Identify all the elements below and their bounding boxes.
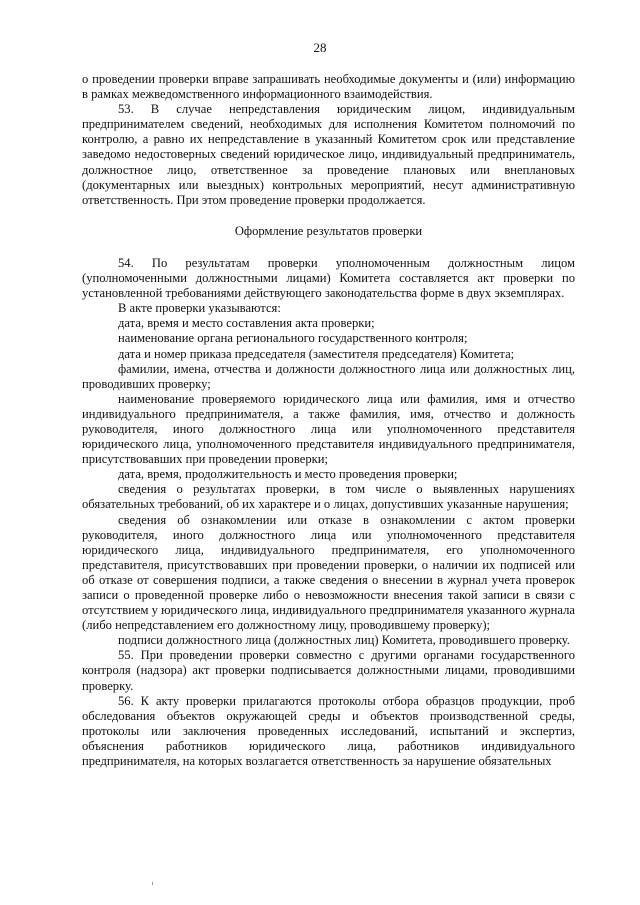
paragraphs-top — [82, 72, 575, 208]
paragraph: 56. К акту проверки прилагаются протоколы отбора образцов продукции, проб обследования объектов окружающей среды и объектов производственной среды, протоколы или заключения проведенных исследований, испытаний и экспертиз, объяснения работников юридического лица, работников индивидуального предпринимателя, на которых возлагается ответственность за нарушение обязательных — [82, 693, 575, 769]
scan-mark — [152, 882, 153, 885]
document-body — [82, 72, 575, 769]
paragraphs-bottom — [82, 256, 575, 769]
paragraph: фамилии, имена, отчества и должности должностного лица или должностных лиц, проводивших проверку; — [82, 361, 575, 391]
paragraph: сведения об ознакомлении или отказе в ознакомлении с актом проверки руководителя, иного должностного лица или уполномоченного представителя юридического лица, индивидуального предпринимателя, его уполномоченного представителя, присутствовавших при проведении проверки, о наличии их подписей или об отказе от совершения подписи, а также сведения о внесении в журнал учета проверок записи о проведенной проверке либо о невозможности внесения такой записи в связи с отсутствием у юридического лица, индивидуального предпринимателя указанного журнала (либо непредставлением его должностному лицу, проводившему проверку); — [82, 512, 575, 633]
paragraph: дата, время, продолжительность и место проведения проверки; — [118, 467, 458, 482]
paragraph: 55. При проведении проверки совместно с другими органами государственного контроля (надзора) акт проверки подписывается должностными лицами, проводившими проверку. — [82, 648, 575, 693]
paragraph: наименование проверяемого юридического лица или фамилия, имя и отчество индивидуального предпринимателя, а также фамилия, имя, отчество и должность руководителя, иного должностного лица или уполномоченного представителя юридического лица, уполномоченного представителя индивидуального предпринимателя, присутствовавших при проведении проверки; — [82, 391, 575, 467]
paragraph: сведения о результатах проверки, в том числе о выявленных нарушениях обязательных требований, об их характере и о лицах, допустивших указанные нарушения; — [82, 482, 575, 512]
paragraph: наименование органа регионального государственного контроля; — [118, 331, 468, 346]
paragraph: 54. По результатам проверки уполномоченным должностным лицом (уполномоченными должностными лицами) Комитета составляется акт проверки по установленной требованиями действующего законодательства форме в двух экземплярах. — [82, 255, 575, 301]
paragraph: В акте проверки указываются: — [118, 301, 281, 316]
paragraph: подписи должностного лица (должностных лиц) Комитета, проводившего проверку. — [118, 633, 570, 648]
section-heading: Оформление результатов проверки — [234, 223, 423, 238]
page-number: 28 — [313, 40, 327, 55]
paragraph: дата и номер приказа председателя (заместителя председателя) Комитета; — [118, 346, 515, 361]
paragraph: о проведении проверки вправе запрашивать необходимые документы и (или) информацию в рамках межведомственного информационного взаимодействия. — [82, 72, 575, 102]
paragraph: 53. В случае непредставления юридическим лицом, индивидуальным предпринимателем сведений, необходимых для исполнения Комитетом полномочий по контролю, а равно их непредставление в указанный Комитетом срок или представление заведомо недостоверных сведений юридическое лицо, индивидуальный предприниматель, должностное лицо, ответственное за проведение плановых или внеплановых (документарных или выездных) контрольных мероприятий, несут административную ответственность. При этом проведение проверки продолжается. — [82, 102, 575, 207]
paragraph: дата, время и место составления акта проверки; — [118, 316, 375, 331]
